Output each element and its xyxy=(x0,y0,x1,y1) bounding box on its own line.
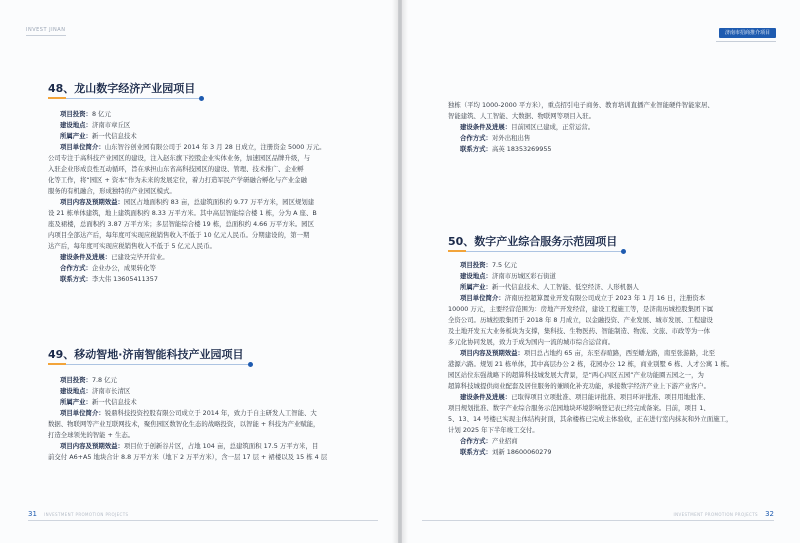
unit-text: 济南历控超算置业开发有限公司成立于 2023 年 1 月 16 日，注册资本 xyxy=(504,294,706,302)
content-text: 超算科技城提供商业配套及居住服务的兼顾化补充功能，承接数字经济产业上下游产业客户。 xyxy=(448,382,711,390)
project-48-title xyxy=(48,80,195,99)
page-number-left: 31 xyxy=(28,510,37,518)
location-value: 济南市历城区彩石街道 xyxy=(491,272,556,280)
content-text: 内项目全部达产后，每年度可实现应税销售收入不低于 10 亿元人民币。分期建设的，第一期 xyxy=(48,231,310,239)
p50-conditions-line xyxy=(448,392,772,403)
content-text: 园区站位东强战略下的超算科技城发展大背景，是“两心四区五园”产业功能圈五园之一，为 xyxy=(448,371,704,379)
conditions-label: 建设条件及进展： xyxy=(460,393,512,401)
coop-label: 合作方式： xyxy=(60,264,92,272)
unit-text: 入驻企业形成良性互动循环，旨在承担山东省高科技园区的建设、管理、技术推广、企业孵 xyxy=(48,165,304,173)
title-accent-bar xyxy=(48,97,66,99)
investment-value: 7.8 亿元 xyxy=(91,376,117,384)
location-label: 建设地点： xyxy=(60,387,92,395)
project-49-title xyxy=(48,346,244,365)
project-48 xyxy=(48,77,370,285)
conditions-text: 5、13、14 号楼已实现主体结构封顶，其余楼栋已完成主体验收，正在进行室内抹灰和外立面施工， xyxy=(448,415,733,423)
p50-investment xyxy=(448,260,772,271)
p48-investment xyxy=(48,109,370,120)
project-50-title xyxy=(448,233,617,252)
project-48-title-text: 48、龙山数字经济产业园项目 xyxy=(48,82,196,95)
content-text: 项目总占地约 65 亩，东至春暄路，西至蟠龙路，南至张游路，北至 xyxy=(523,349,716,357)
content-text: 达产后，每年度可实现应税销售收入不低于 5 亿元人民币。 xyxy=(48,242,216,250)
coop-value: 对外出租出售 xyxy=(491,134,531,142)
industry-label: 所属产业： xyxy=(60,132,92,140)
contact-value: 李大伟 13605411357 xyxy=(91,275,158,283)
unit-text: 数据、物联网等产业互联网技术，聚焦园区数智化生态的战略投资，以智能 + 科技为产业赋能， xyxy=(48,420,320,428)
content-text: 前交付 A6+A5 地块合计 8.8 万平方米（地下 2 万平方米），含一层 17 层 + 裙楼以及 15 栋 4 层 xyxy=(48,453,328,461)
p49-contact xyxy=(448,144,772,155)
unit-text: 10000 万元，主要经营范围为：房地产开发经营，建设工程施工等，是济南历城控股集团下属 xyxy=(448,305,714,313)
p50-content-line xyxy=(448,348,772,359)
p49-unit-line xyxy=(48,408,370,419)
left-page xyxy=(0,0,398,543)
unit-text: 锐鼎科技投资控股有限公司成立于 2014 年，致力于自主研发人工智能、大 xyxy=(104,409,317,417)
p49-coop xyxy=(448,133,772,144)
p48-industry xyxy=(48,131,370,142)
conditions-value: 目前园区已建成，正常运营。 xyxy=(511,123,595,131)
title-accent-bar xyxy=(48,363,66,365)
p48-contact xyxy=(48,274,370,285)
footer-left-rule xyxy=(28,520,378,521)
right-page xyxy=(402,0,800,543)
footer-right-rule xyxy=(422,520,774,521)
content-label: 项目内容及预期效益： xyxy=(60,198,124,206)
industry-value: 新一代信息技术 xyxy=(91,132,137,140)
book-gutter-shadow xyxy=(392,0,408,543)
coop-value: 产业招商 xyxy=(491,437,518,445)
unit-text: 及土地开发五大业务板块为支撑，集科技、生物医药、智能制造、物流、文旅、市政等为一体 xyxy=(448,327,711,335)
location-label: 建设地点： xyxy=(60,121,92,129)
content-text: 项目位于创新谷片区，占地 104 亩，总建筑面积 17.5 万平方米，目 xyxy=(123,442,319,450)
title-underline xyxy=(48,364,250,365)
industry-label: 所属产业： xyxy=(460,283,492,291)
conditions-text: 已取得项目立项批准、项目能评批准、项目环评批准、项目用地批准、 xyxy=(511,393,710,401)
content-text: 园区占地面积约 83 亩，总建筑面积约 9.77 万平方米，园区规划建 xyxy=(123,198,315,206)
p48-location xyxy=(48,120,370,131)
investment-value: 7.5 亿元 xyxy=(491,261,517,269)
contact-label: 联系方式： xyxy=(460,145,492,153)
industry-value: 新一代信息技术、人工智能、低空经济、人形机器人 xyxy=(491,283,639,291)
coop-label: 合作方式： xyxy=(460,437,492,445)
footer-left-text: INVESTMENT PROMOTION PROJECTS xyxy=(44,512,129,517)
unit-text: 服务的有机融合，形成独特的产业园区模式。 xyxy=(48,187,176,195)
contact-label: 联系方式： xyxy=(60,275,92,283)
content-label: 项目内容及预期效益： xyxy=(460,349,524,357)
p50-unit-line xyxy=(448,293,772,304)
project-50-title-text: 50、数字产业综合服务示范园项目 xyxy=(448,235,618,248)
unit-label: 项目单位简介： xyxy=(60,409,105,417)
unit-text: 化等工作，将“园区 + 资本”作为未来的发展定位，着力打造军民产学研融合孵化与产业金融 xyxy=(48,176,307,184)
investment-value: 8 亿元 xyxy=(91,110,111,118)
p50-industry xyxy=(448,282,772,293)
project-50 xyxy=(448,230,772,458)
project-49 xyxy=(48,343,370,463)
conditions-text: 计划 2025 年下半年竣工交付。 xyxy=(448,426,539,434)
project-49-continued xyxy=(448,100,772,155)
conditions-text: 项目规划批准、数字产业综合服务示范园地块环境影响登记表已经完成备案。目前，项目 1、 xyxy=(448,404,710,412)
content-text: 独栋（平均 1000-2000 平方米），重点招引电子商务、教育培训直播产业智能硬件智能家居、 xyxy=(448,101,714,109)
page-number-right: 32 xyxy=(765,510,774,518)
investment-label: 项目投资： xyxy=(60,376,92,384)
contact-value: 刘新 18600060279 xyxy=(491,448,552,456)
title-underline xyxy=(448,251,623,252)
content-label: 项目内容及预期效益： xyxy=(60,442,124,450)
title-accent-bar xyxy=(448,250,466,252)
unit-text: 公司专注于高科技产业园区的建设，注入赵东旗下控股企业实体业务，加速园区品牌升级，与 xyxy=(48,154,311,162)
project-49-title-text: 49、移动智地·济南智能科技产业园项目 xyxy=(48,348,244,361)
p49-industry xyxy=(48,397,370,408)
unit-label: 项目单位简介： xyxy=(460,294,505,302)
p49-conditions xyxy=(448,122,772,133)
content-text: 设 21 栋单体建筑，地上建筑面积约 8.33 万平方米。其中高层智能综合楼 1 栋，分为 A 座、B xyxy=(48,209,317,217)
conditions-label: 建设条件及进展： xyxy=(60,253,112,261)
coop-value: 企业办公，成果转化等 xyxy=(91,264,156,272)
unit-text: 多元化协同发展，致力于成为国内一流的城市综合运营商。 xyxy=(448,338,615,346)
content-text: 座及裙楼，总面积约 3.87 万平方米；多层智能综合楼 19 栋，总面积约 4.66 万平方米。园区 xyxy=(48,220,315,228)
location-value: 济南市长清区 xyxy=(91,387,131,395)
p48-content-line xyxy=(48,197,370,208)
p48-coop xyxy=(48,263,370,274)
p48-unit-line xyxy=(48,142,370,153)
unit-text: 打造全球领先的智能 + 生态。 xyxy=(48,431,135,439)
p50-location xyxy=(448,271,772,282)
coop-label: 合作方式： xyxy=(460,134,492,142)
p48-conditions xyxy=(48,252,370,263)
header-right-badge: 济南市招商推介项目 xyxy=(719,28,776,38)
footer-right-text: INVESTMENT PROMOTION PROJECTS xyxy=(673,512,758,517)
p50-coop xyxy=(448,436,772,447)
header-right-rule xyxy=(716,41,776,42)
title-underline xyxy=(48,98,201,99)
contact-label: 联系方式： xyxy=(460,448,492,456)
industry-value: 新一代信息技术 xyxy=(91,398,137,406)
header-left-rule xyxy=(26,35,66,36)
content-text: 智能建筑、人工智能、大数据、物联网等项目入驻。 xyxy=(448,112,595,120)
p49-content-line xyxy=(48,441,370,452)
contact-value: 高英 18353269955 xyxy=(491,145,552,153)
conditions-label: 建设条件及进展： xyxy=(460,123,512,131)
p50-contact xyxy=(448,447,772,458)
unit-label: 项目单位简介： xyxy=(60,143,105,151)
investment-label: 项目投资： xyxy=(60,110,92,118)
title-dot xyxy=(248,362,253,367)
industry-label: 所属产业： xyxy=(60,398,92,406)
unit-text: 山东智谷创业园有限公司于 2014 年 3 月 28 日成立，注册资金 5000 万元。 xyxy=(104,143,326,151)
location-label: 建设地点： xyxy=(460,272,492,280)
conditions-value: 已建设完毕开营业。 xyxy=(111,253,169,261)
header-left-text: INVEST JINAN xyxy=(26,27,66,33)
p49-investment xyxy=(48,375,370,386)
location-value: 济南市章丘区 xyxy=(91,121,131,129)
unit-text: 全资公司。历城控股集团于 2018 年 8 月成立，以金融投资、产业发展、城市发展、工程建设 xyxy=(448,316,713,324)
investment-label: 项目投资： xyxy=(460,261,492,269)
p49-location xyxy=(48,386,370,397)
content-text: 港源六路。规划 21 栋单体，其中高层办公 2 栋，花园办公 12 栋，商业别墅 6 栋、人才公寓 1 栋。 xyxy=(448,360,734,368)
